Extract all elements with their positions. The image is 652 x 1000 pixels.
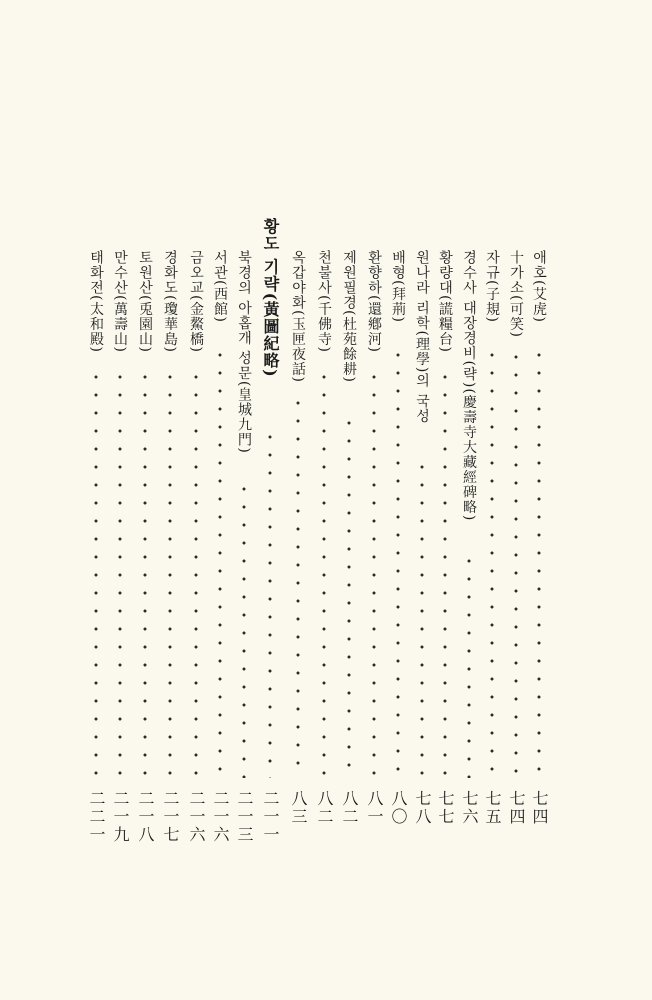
dot-leader: [433, 368, 457, 778]
entry-title: 천불사(千佛寺): [316, 250, 332, 353]
toc-entry-2: [504, 0, 528, 1000]
toc-entry-19: [84, 0, 108, 1000]
entry-title: 금오교(金鰲橋): [188, 250, 204, 353]
dot-leader: [232, 480, 256, 778]
dot-leader: [480, 346, 504, 778]
entry-page-number: 二一七: [161, 790, 180, 844]
entry-page-number: 八二: [315, 790, 334, 826]
toc-entry-15: [184, 0, 208, 1000]
entry-page-number: 七四: [530, 790, 549, 826]
dot-leader: [258, 428, 282, 778]
entry-title: 만수산(萬壽山): [112, 250, 128, 353]
dot-leader: [504, 348, 528, 778]
entry-title: 十가소(可笑): [508, 250, 524, 338]
entry-page-number: 八二: [340, 790, 359, 826]
toc-entry-6: [410, 0, 434, 1000]
entry-page-number: 二一六: [187, 790, 206, 844]
dot-leader: [410, 458, 434, 778]
toc-entry-1: [527, 0, 551, 1000]
dot-leader: [158, 368, 182, 778]
dot-leader: [208, 346, 232, 778]
entry-page-number: 二一九: [111, 790, 130, 844]
dot-leader: [84, 368, 108, 778]
toc-entry-13: [232, 0, 256, 1000]
dot-leader: [108, 368, 132, 778]
entry-title: 애호(艾虎): [531, 250, 547, 323]
toc-entry-14: [208, 0, 232, 1000]
entry-title: 서관(西館): [212, 250, 228, 323]
dot-leader: [133, 368, 157, 778]
dot-leader: [286, 394, 310, 778]
entry-title: 제원필경(杜苑餘耕): [341, 250, 357, 383]
entry-title: 배형(拜荊): [390, 250, 406, 323]
entry-page-number: 二一八: [136, 790, 155, 844]
entry-title: 북경의 아홉개 성문(皇城九門): [236, 250, 252, 454]
toc-entry-10: [312, 0, 336, 1000]
entry-page-number: 八一: [365, 790, 384, 826]
toc-entry-11: [286, 0, 310, 1000]
entry-title: 경수사 대장경비(략)(慶壽寺大藏經碑略): [461, 250, 477, 522]
entry-title: 자규(子規): [484, 250, 500, 323]
dot-leader: [362, 368, 386, 778]
entry-title: 환향하(還鄕河): [366, 250, 382, 353]
toc-entry-3: [480, 0, 504, 1000]
toc-entry-17: [133, 0, 157, 1000]
toc-entry-9: [337, 0, 361, 1000]
toc-entry-16: [158, 0, 182, 1000]
entry-page-number: 七四: [507, 790, 526, 826]
dot-leader: [386, 346, 410, 778]
dot-leader: [184, 368, 208, 778]
toc-entry-7: [386, 0, 410, 1000]
entry-page-number: 七六: [460, 790, 479, 826]
entry-page-number: 二一六: [211, 790, 230, 844]
entry-page-number: 七五: [483, 790, 502, 826]
entry-page-number: 二一三: [235, 790, 254, 844]
entry-title: 경화도(瓊華島): [162, 250, 178, 353]
entry-title: 태화전(太和殿): [88, 250, 104, 353]
entry-title: 옥갑야화(玉匣夜話): [290, 250, 306, 383]
toc-entry-5: [433, 0, 457, 1000]
dot-leader: [457, 552, 481, 778]
entry-page-number: 二一一: [261, 790, 280, 844]
dot-leader: [337, 414, 361, 778]
toc-entry-18: [108, 0, 132, 1000]
section-title: 황도 기략(黃圖紀略): [261, 218, 280, 378]
toc-entry-8: [362, 0, 386, 1000]
entry-page-number: 二二一: [87, 790, 106, 844]
entry-page-number: 七八: [413, 790, 432, 826]
entry-page-number: 八〇: [389, 790, 408, 826]
entry-title: 토원산(兎園山): [137, 250, 153, 353]
entry-title: 원나라 리학(理學)의 국성: [414, 250, 430, 424]
toc-entry-4: [457, 0, 481, 1000]
toc-section-header: [258, 0, 282, 1000]
entry-page-number: 七七: [436, 790, 455, 826]
entry-title: 황량대(謊糧台): [437, 250, 453, 353]
entry-page-number: 八三: [289, 790, 308, 826]
dot-leader: [527, 346, 551, 778]
dot-leader: [312, 368, 336, 778]
